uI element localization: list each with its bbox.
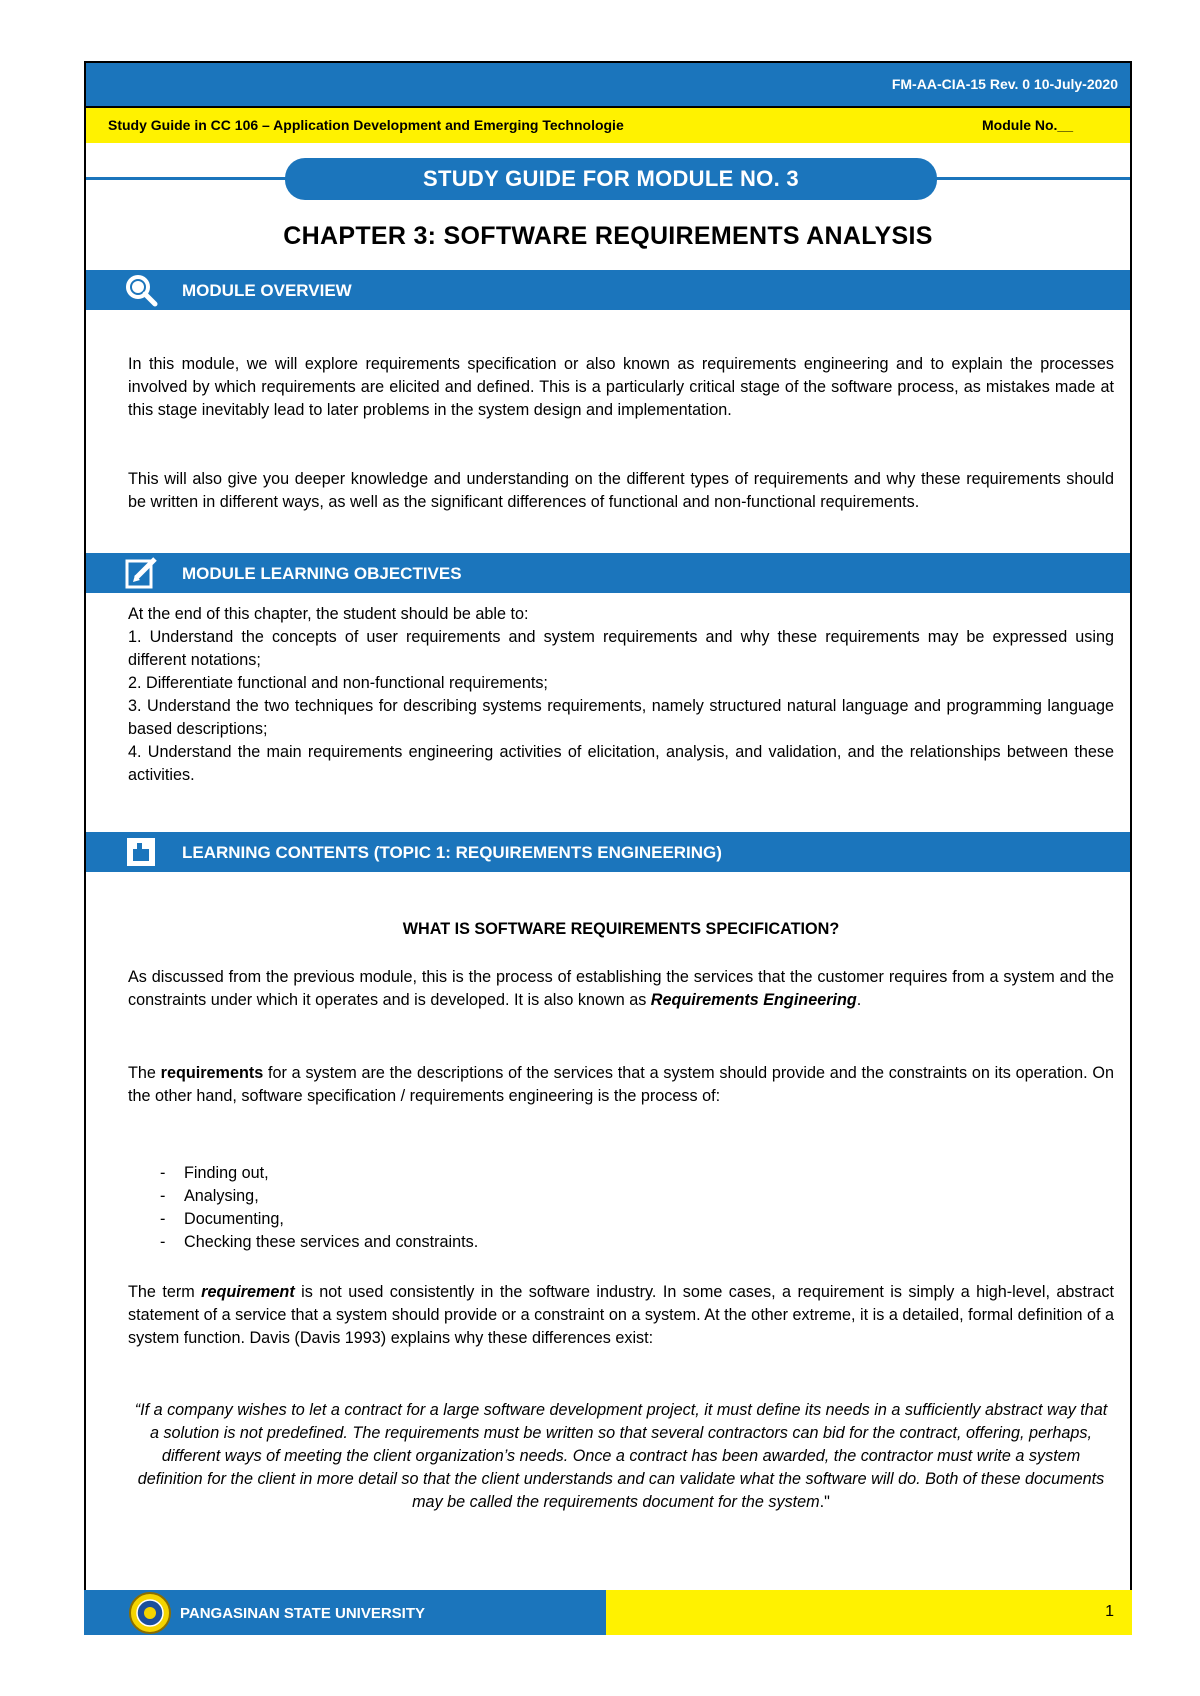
content-paragraph-2 [128,1062,1114,1108]
module-number: Module No.__ [982,117,1074,133]
bold-text: requirements [160,1064,264,1082]
list-item [128,1231,1114,1254]
quote-text: “If a company wishes to let a contract for a large software development project, it must define its needs in a sufficiently abstract way that a solution is not predefined. The requirements must be written so that several contractors can bid for the contract, offering, perhaps, different ways of meeting the client organization’s needs. Once a contract has been awarded, the contractor must write a system definition for the client in more detail so that the client understands and can validate what the software will do. Both of these documents may be called the requirements document for the system [134,1401,1108,1511]
list-item [128,1185,1114,1208]
objective-item: 1. Understand the concepts of user requirements and system requirements and why these requirements may be expressed using different notations; [128,628,1114,669]
objective-item: 3. Understand the two techniques for describing systems requirements, namely structured natural language and programming language based descriptions; [128,697,1114,738]
module-banner: STUDY GUIDE FOR MODULE NO. 3 [285,158,937,200]
overview-paragraph-2: This will also give you deeper knowledge and understanding on the different types of requirements and why these requirements should be written in different ways, as well as the significant differences of functional and non-functional requirements. [128,470,1114,511]
study-guide-title: Study Guide in CC 106 – Application Development and Emerging Technologie [108,117,624,133]
form-code: FM-AA-CIA-15 Rev. 0 10-July-2020 [891,76,1118,92]
emphasis-text: requirement [201,1283,295,1301]
book-icon [124,835,158,869]
objective-item: 4. Understand the main requirements engineering activities of elicitation, analysis, and validation, and the relationships between these activities. [128,743,1114,784]
quote-end: ." [819,1493,830,1511]
paragraph-text: The term [128,1283,202,1301]
davis-quote [128,1399,1114,1514]
section-header-objectives [86,553,1130,593]
list-dash: - [160,1210,166,1228]
content-paragraph-3 [128,1281,1114,1350]
chapter-title: CHAPTER 3: SOFTWARE REQUIREMENTS ANALYSIS [283,222,933,250]
list-item-text: Analysing, [184,1187,259,1205]
process-list [128,1162,1114,1254]
list-dash: - [160,1233,166,1251]
page-number: 1 [1105,1603,1114,1620]
university-seal-icon [128,1591,172,1635]
list-item [128,1162,1114,1185]
section-label: MODULE OVERVIEW [182,281,352,300]
section-header-contents [86,832,1130,872]
paragraph-text: is not used consistently in the software industry. In some cases, a requirement is simply a high-level, abstract statement of a service that a system should provide or a constraint on a system. At the other extreme, it is a detailed, formal definition of a system function. Davis (Davis 1993) explains why these differences exist: [128,1283,1114,1347]
paragraph-text: The [128,1064,161,1082]
search-icon [124,273,158,307]
section-header-overview [86,270,1130,310]
content-paragraph-1 [128,966,1114,1012]
objectives-list [128,603,1114,787]
overview-paragraph-1: In this module, we will explore requirements specification or also known as requirements engineering and to explain the processes involved by which requirements are elicited and defined. This is a particularly critical stage of the software process, as mistakes made at this stage inevitably lead to later problems in the system design and implementation. [128,355,1114,419]
edit-icon [124,556,158,590]
section-label: LEARNING CONTENTS (TOPIC 1: REQUIREMENTS ENGINEERING) [182,843,722,862]
objectives-intro: At the end of this chapter, the student should be able to: [128,605,529,623]
list-item [128,1208,1114,1231]
footer-page-bar [606,1590,1132,1635]
footer-university-name: PANGASINAN STATE UNIVERSITY [180,1605,426,1622]
list-dash: - [160,1187,166,1205]
emphasis-text: Requirements Engineering [650,991,857,1009]
list-item-text: Finding out, [184,1164,269,1182]
list-item-text: Documenting, [184,1210,284,1228]
content-heading: WHAT IS SOFTWARE REQUIREMENTS SPECIFICATION? [402,920,840,938]
paragraph-text: . [856,991,862,1009]
paragraph-text: As discussed from the previous module, this is the process of establishing the services that the customer requires from a system and the constraints under which it operates and is developed. It is also known as [128,968,1114,1009]
section-label: MODULE LEARNING OBJECTIVES [182,564,462,583]
list-dash: - [160,1164,166,1182]
list-item-text: Checking these services and constraints. [184,1233,479,1251]
objective-item: 2. Differentiate functional and non-functional requirements; [128,674,548,692]
paragraph-text: for a system are the descriptions of the services that a system should provide and the constraints on its operation. On the other hand, software specification / requirements engineering is the process of: [128,1064,1114,1105]
